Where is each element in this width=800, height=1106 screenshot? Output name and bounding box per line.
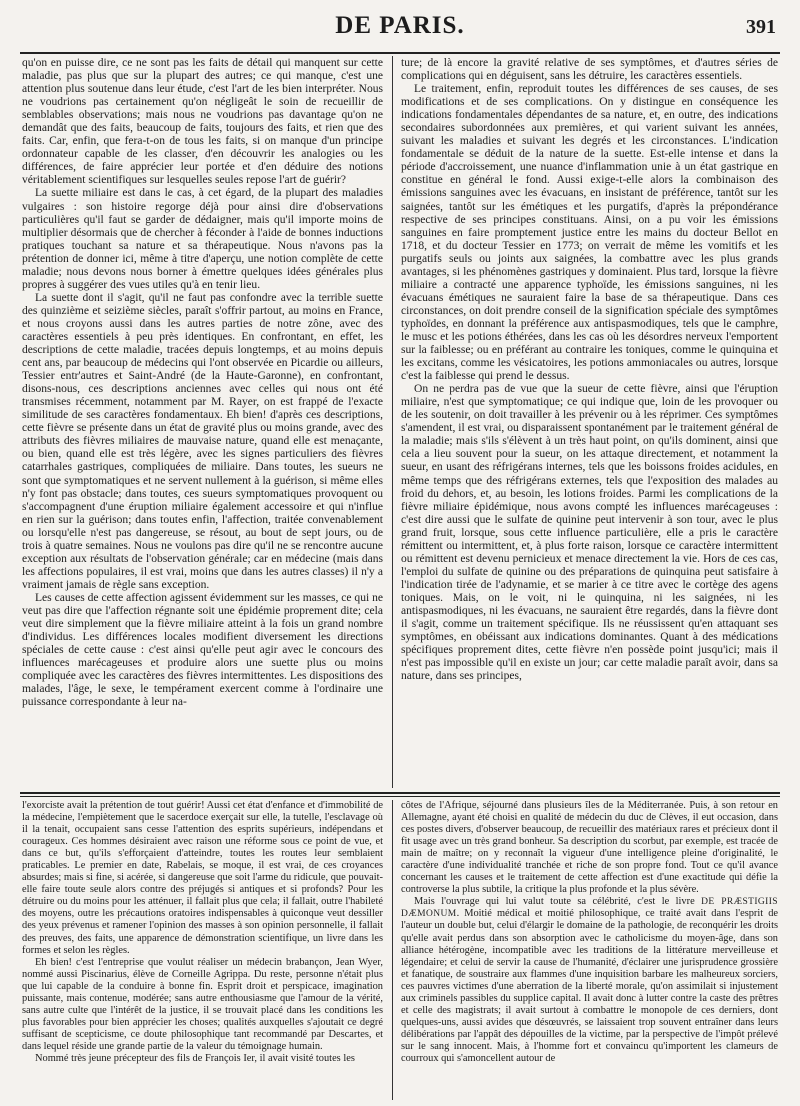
section-rule — [20, 792, 780, 794]
header-rule — [20, 52, 780, 54]
upper-right-column — [401, 57, 778, 785]
paragraph: Nommé très jeune précepteur des fils de François Ier, il avait visité toutes les — [35, 1052, 355, 1064]
section-rule-thin — [20, 796, 780, 797]
paragraph: l'exorciste avait la prétention de tout guérir! Aussi cet état d'enfance et d'immobilité de la médecine, l'empiètement que le sacerdoce exerçait sur elle, la tutelle, l'esclavage où il la tenait, occupaient sans cesse l'attention des esprits supérieurs, indépendans et courageux. Ces hommes désiraient avec raison une réforme sous ce point de vue, et dans ce but, qu'ils s'efforçaient d'atteindre, toutes les routes leur semblaient praticables. Le premier en date, Rabelais, se moque, il est vrai, de ces croyances absurdes; mais si fine, si acérée, si dangereuse que soit l'arme du ridicule, que pouvait-elle faire toute seule alors contre des préjugés si antiques et si profonds? Pour les détruire ou du moins pour les atténuer, il fallait plus que cela; il fallait, outre l'habileté des moyens, outre les précautions oratoires indispensables à quiconque veut dessiller des yeux prévenus et ramener l'opinion des masses à son opinion personnelle, il fallait des preuves, des faits, une apparence de démonstration scientifique, un livre dans les formes et selon les règles. — [22, 800, 383, 956]
paragraph: côtes de l'Afrique, séjourné dans plusieurs îles de la Méditerranée. Puis, à son retour en Allemagne, ayant été choisi en qualité de médecin du duc de Clèves, il eut occasion, dans ces postes divers, d'observer beaucoup, de recueillir des matériaux rares et précieux dont il fit usage avec un très grand bonheur. Sa description du scorbut, par exemple, est tracée de main de maître; on y reconnaît la vigueur d'une intelligence pleine d'originalité, le caractère d'une individualité tranchée et riche de son propre fond. Tout ce qu'il avance concernant les causes et le traitement de cette affection est d'une exactitude qui défie la controverse la plus subtile, la critique la plus profonde et la plus sévère. — [401, 800, 778, 896]
book-title: DE PRÆSTIGIIS DÆMONUM — [401, 897, 778, 920]
text-run: Mais l'ouvrage qui lui valut toute sa célébrité, c'est le livre — [414, 896, 695, 908]
paragraph: On ne perdra pas de vue que la sueur de cette fièvre, ainsi que l'éruption miliaire, n'est que symptomatique; ce qui indique que, loin de les provoquer ou de les soutenir, on doit travailler à les prévenir ou à les réprimer. Ces symptômes s'amendent, il est vrai, ou disparaissent spontanément par le traitement général de la maladie; mais s'ils s'élèvent à un très haut point, on qu'ils dominent, ainsi que cela a lieu souvent pour la sueur, on les attaque directement, et notamment la sueur, en usant des réfrigérans internes, tels que les boissons froides acidules, en même temps que des réfrigérans externes, tels que l'exposition des malades au froid du dehors, et, au besoin, les lotions froides. Parmi les complications de la fièvre miliaire épidémique, nous avons compté les influences marécageuses : c'est dire aussi que le sulfate de quinine peut intervenir à son tour, avec le plus grand fruit, lorsque, sous cette influence particulière, elle a pris le caractère rémittent ou intermittent, et, à plus forte raison, lorsque ce caractère intermittent ou rémittent est devenu pernicieux et menace directement la vie. Hors de ces cas, l'emploi du sulfate de quinine ou des préparations de quinquina peut satisfaire à l'indication tirée de l'adynamie, et se marier à ce titre avec le cortège des agens toniques. Mais, on le voit, ni le quinquina, ni les saignées, ni les antispasmodiques, ni les évacuans, ne sauraient être regardés, dans la fièvre dont il s'agit, comme un traitement spécifique. Ils ne réussissent qu'en attaquant ses symptômes, en obéissant aux indications dominantes. Quant à des médications spécifiques proprement dites, cette fièvre n'en possède point jusqu'ici; mais il n'est pas impossible qu'il en existe un jour; car cette maladie paraît avoir, dans sa nature, dans ses principes, — [401, 383, 778, 683]
upper-left-column — [22, 57, 383, 785]
paragraph: ture; de là encore la gravité relative de ses symptômes, et d'autres séries de complications qui en déguisent, sans les détruire, les caractères essentiels. — [401, 57, 778, 83]
paragraph: qu'on en puisse dire, ce ne sont pas les faits de détail qui manquent sur cette maladie, pas plus que sur la plupart des autres; ce qui manque, c'est une attention plus soutenue dans leur étude, c'est l'art de les bien interpréter. Nous ne voudrions pas certainement qu'on négligeât le soin de recueillir de semblables observations; mais nous ne voudrions pas davantage qu'on ne demandât que des faits, beaucoup de faits, toujours des faits, et rien que des faits. Car, enfin, que fera-t-on de tous les faits, si on manque d'un principe ordonnateur capable de les classer, d'en découvrir les analogies ou les différences, de faire apprécier leur portée et d'en déduire des notions véritablement scientifiques sur lesquelles seules repose l'art de guérir? — [22, 57, 383, 187]
paragraph: La suette dont il s'agit, qu'il ne faut pas confondre avec la terrible suette des quinzième et seizième siècles, paraît s'offrir partout, au moins en France, et nous croyons aussi dans les autres parties de notre zône, avec des caractères essentiels à peu près identiques. En confrontant, en effet, les descriptions de cette maladie, tracées depuis longtemps, et au moins depuis cent ans, par beaucoup de médecins qui l'ont observée en Picardie ou ailleurs, Tessier entr'autres et Saint-André (de la Haute-Garonne), en confrontant, disons-nous, ces descriptions anciennes avec celles qui nous ont été transmises récemment, notamment par M. Rayer, on est frappé de l'exacte similitude de ses caractères fondamentaux. Eh bien! d'après ces descriptions, cette fièvre se présente dans un état de gravité plus ou moins grande, avec des attributs des fièvres miliaires de mauvaise nature, quand elle est menaçante, ou bien, quand elle est très légère, avec les signes particuliers des fièvres catarrhales gastriques, compliquées de miliaire. Dans toutes, les sueurs ne sont que symptomatiques et ne servent nullement à la guérison, si même elles n'y font pas obstacle; dans toutes, ces sueurs symptomatiques provoquent ou s'accompagnent d'une éruption miliaire également accessoire et qui n'influe en rien sur la guérison; dans toutes enfin, l'affection, traitée convenablement ou lorsqu'elle n'est pas dangereuse, se résout, au bout de sept jours, ou de trois à quatre semaines. Nous ne voulons pas dire qu'il ne se rencontre aucune exception aux résultats de l'observation générale; car en médecine (mais dans les affections populaires, il est vrai, moins que dans les autres classes) il n'y a vraiment jamais de règle sans exception. — [22, 291, 383, 591]
page-number: 391 — [746, 16, 776, 38]
column-divider-lower — [392, 800, 393, 1100]
page-header — [20, 8, 780, 52]
paragraph: Le traitement, enfin, reproduit toutes les différences de ses causes, de ses modifications et de ses complications. On y distingue en conséquence les indications fondamentales dépendantes de sa nature, et, en outre, des indications secondaires subordonnées aux premières, et qui varient suivant les années, suivant les maladies et suivant les degrés et les circonstances. L'indication fondamentale se déduit de la nature de la suette. Est-elle intense et dans la période d'accroissement, une nuance d'inflammation unie à un état gastrique en constitue en général le fond. Aussi exige-t-elle alors la combinaison des émissions sanguines avec les évacuans, en insistant de préférence, tantôt sur les saignées, tantôt sur les émétiques et les purgatifs, d'après la prépondérance respective de ses principes constituans. Ainsi, on a pu voir les émissions sanguines en faire promptement justice entre les mains du docteur Bellot en 1718, et du docteur Tessier en 1773; on verrait de même les vomitifs et les purgatifs seuls ou joints aux saignées, la combattre avec les plus grands avantages, si les phénomènes gastriques y dominaient. Plus tard, lorsque la fièvre miliaire a contracté une apparence typhoïde, les émissions sanguines, ni les évacuans émétiques ne sauraient faire la base de sa thérapeutique. Dans ces circonstances, on doit prendre conseil de la signification spéciale des symptômes typhoïdes, en donnant la préférence aux antispasmodiques, tels que le camphre, le musc et les potions éthérées, dans les cas où les désordres nerveux l'emportent sur la faiblesse; ou en préférant au contraire les toniques, comme le quinquina et les excitans, comme les vésicatoires, les potions ammoniacales ou autres, lorsque c'est la faiblesse qui prend le dessus. — [401, 83, 778, 383]
paragraph: La suette miliaire est dans le cas, à cet égard, de la plupart des maladies vulgaires : son histoire regorge déjà pour ainsi dire d'observations particulières qu'il faut se garder de dédaigner, mais qu'il importe moins de multiplier désormais que de chercher à féconder à l'aide de bonnes inductions pratiques touchant sa nature et sa thérapeutique. Nous n'avons pas la prétention de donner ici, même à titre d'aperçu, une notion complète de cette maladie; nous devons nous borner à émettre quelques idées générales plus propres à suggérer des vues utiles qu'à en tenir lieu. — [22, 187, 383, 291]
column-divider — [392, 56, 393, 788]
paragraph: Les causes de cette affection agissent évidemment sur les masses, ce qui ne veut pas dire que l'affection régnante soit une épidémie proprement dite; cela veut dire simplement que la fièvre miliaire atteint à la fois un grand nombre d'individus. Les différences locales modifient diversement les directions spéciales de cette cause : c'est ainsi qu'elle peut agir avec le concours des influences marécageuses et produire alors une suette plus ou moins compliquée avec les caractères des fièvres intermittentes. Les dispositions des malades, l'âge, le sexe, le tempérament exercent comme à l'ordinaire une puissance correspondante à leur na- — [22, 591, 383, 709]
paragraph: Eh bien! c'est l'entreprise que voulut réaliser un médecin brabançon, Jean Wyer, nommé aussi Piscinarius, élève de Corneille Agrippa. Du reste, personne n'était plus que lui capable de la conduire à bonne fin. Esprit droit et perspicace, imagination puissante, mais contenue, modérée; sans autre enthousiasme que l'amour de la vérité, sans autre culte que l'intérêt de la justice, il se trouvait placé dans les conditions les plus favorables pour bien apprécier les choses; qualités auxquelles s'ajoutait ce degré suffisant de scepticisme, ce doute philosophique tant recommandé par Descartes, et dans lequel réside une grande partie de la valeur du témoignage humain. — [22, 956, 383, 1052]
page-title: DE PARIS. — [335, 12, 465, 39]
lower-left-column — [22, 800, 383, 1100]
paragraph-with-title — [401, 896, 778, 1065]
text-run: . Moitié médical et moitié philosophique, ce traité avait dans l'esprit de l'auteur un double but, celui d'élargir le domaine de la pathologie, de reconquérir les droits qu'elle avait perdus dans son absorption avec le catholicisme du moyen-âge, dans son alliance hétérogène, incompatible avec les traditions de la littérature merveilleuse et légendaire; et celui de servir la cause de l'humanité, d'éclairer une jurisprudence grossière et fanatique, de soustraire aux flammes d'une inquisition barbare les malheureux sorciers, ces pauvres victimes d'une aberration de la liberté morale, qu'on assimilait si injustement aux criminels passibles du supplice capital. Il avait donc à lutter contre la caste des prêtres et celle des magistrats; il avait surtout à combattre le monopole de ces derniers, dont quelques-uns, aussi avides que désœuvrés, se laissaient trop souvent entraîner dans leurs délibérations par l'appât des dépouilles de la victime, par la perspective de l'impôt prélevé sur le sang innocent. Mais, à l'homme fort et convaincu qu'importent les clameurs de courroux qui s'amoncellent autour de — [401, 908, 778, 1064]
lower-right-column — [401, 800, 778, 1100]
